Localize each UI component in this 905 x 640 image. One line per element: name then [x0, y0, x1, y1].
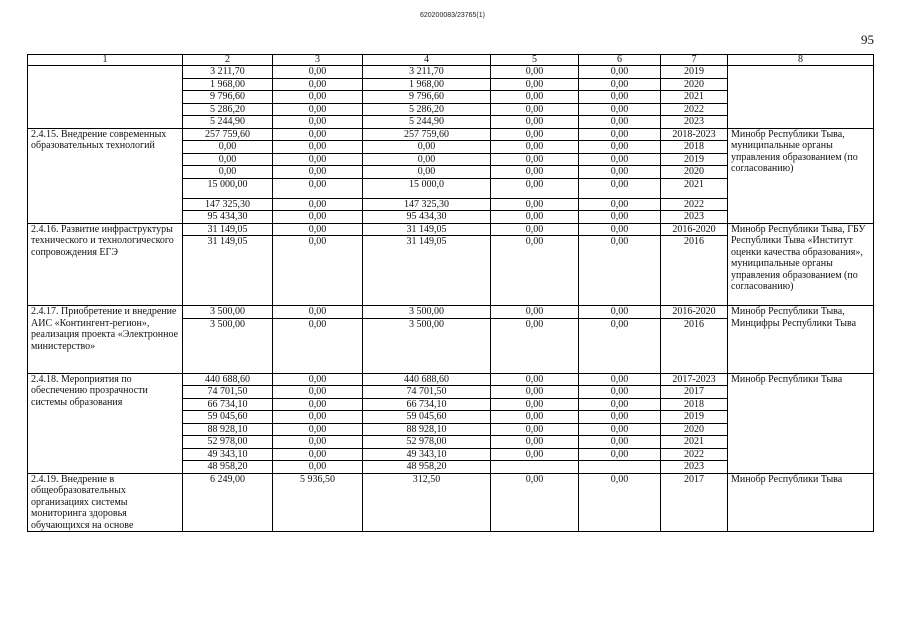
amount-cell: 0,00 [273, 423, 363, 436]
amount-cell: 0,00 [579, 223, 661, 236]
amount-cell: 0,00 [579, 473, 661, 532]
executor-cell: Минобр Республики Тыва [728, 373, 874, 473]
amount-cell: 0,00 [273, 141, 363, 154]
year-cell: 2023 [661, 211, 728, 224]
amount-cell: 0,00 [491, 91, 579, 104]
executor-cell: Минобр Республики Тыва, Минцифры Республики Тыва [728, 306, 874, 374]
amount-cell: 66 734,10 [363, 398, 491, 411]
amount-cell: 0,00 [491, 198, 579, 211]
year-cell: 2020 [661, 78, 728, 91]
amount-cell: 95 434,30 [363, 211, 491, 224]
amount-cell: 440 688,60 [363, 373, 491, 386]
amount-cell [579, 461, 661, 474]
amount-cell: 0,00 [273, 386, 363, 399]
amount-cell: 257 759,60 [183, 128, 273, 141]
amount-cell: 0,00 [273, 91, 363, 104]
amount-cell [491, 461, 579, 474]
amount-cell: 0,00 [579, 236, 661, 306]
year-cell: 2021 [661, 178, 728, 198]
page-number: 95 [861, 32, 874, 47]
amount-cell: 0,00 [579, 78, 661, 91]
amount-cell: 0,00 [491, 223, 579, 236]
amount-cell: 59 045,60 [363, 411, 491, 424]
amount-cell: 31 149,05 [363, 236, 491, 306]
amount-cell: 15 000,0 [363, 178, 491, 198]
amount-cell: 59 045,60 [183, 411, 273, 424]
year-cell: 2023 [661, 461, 728, 474]
amount-cell: 49 343,10 [183, 448, 273, 461]
amount-cell: 0,00 [579, 423, 661, 436]
amount-cell: 0,00 [273, 128, 363, 141]
amount-cell: 147 325,30 [183, 198, 273, 211]
amount-cell: 0,00 [363, 153, 491, 166]
year-cell: 2016-2020 [661, 306, 728, 319]
amount-cell: 0,00 [273, 306, 363, 319]
amount-cell: 0,00 [491, 128, 579, 141]
year-cell: 2019 [661, 153, 728, 166]
year-cell: 2016 [661, 236, 728, 306]
amount-cell: 31 149,05 [183, 236, 273, 306]
amount-cell: 0,00 [491, 211, 579, 224]
year-cell: 2022 [661, 103, 728, 116]
year-cell: 2016 [661, 318, 728, 373]
amount-cell: 5 286,20 [363, 103, 491, 116]
amount-cell: 0,00 [579, 91, 661, 104]
amount-cell: 0,00 [579, 211, 661, 224]
amount-cell: 31 149,05 [183, 223, 273, 236]
amount-cell: 0,00 [273, 398, 363, 411]
amount-cell: 0,00 [491, 178, 579, 198]
amount-cell: 49 343,10 [363, 448, 491, 461]
year-cell: 2021 [661, 91, 728, 104]
amount-cell: 0,00 [273, 411, 363, 424]
year-cell: 2020 [661, 166, 728, 179]
table-row [28, 66, 874, 79]
amount-cell: 0,00 [273, 66, 363, 79]
amount-cell: 0,00 [579, 436, 661, 449]
amount-cell: 0,00 [273, 198, 363, 211]
column-header: 7 [661, 55, 728, 66]
amount-cell: 0,00 [273, 78, 363, 91]
year-cell: 2022 [661, 198, 728, 211]
amount-cell: 0,00 [273, 116, 363, 129]
amount-cell: 0,00 [273, 211, 363, 224]
executor-cell-continued [728, 66, 874, 129]
amount-cell: 3 500,00 [183, 306, 273, 319]
amount-cell: 0,00 [579, 448, 661, 461]
amount-cell: 0,00 [579, 398, 661, 411]
amount-cell: 5 936,50 [273, 473, 363, 532]
document-id: 620200083/23765(1) [419, 12, 485, 19]
activity-name-cell: 2.4.19. Внедрение в общеобразовательных организациях системы мониторинга здоровья обучающихся на основе [28, 473, 183, 532]
amount-cell: 0,00 [273, 223, 363, 236]
activity-name-cell-continued [28, 66, 183, 129]
amount-cell: 0,00 [273, 448, 363, 461]
amount-cell: 0,00 [273, 436, 363, 449]
amount-cell: 5 286,20 [183, 103, 273, 116]
amount-cell: 0,00 [579, 318, 661, 373]
amount-cell: 9 796,60 [183, 91, 273, 104]
amount-cell: 0,00 [491, 116, 579, 129]
year-cell: 2018 [661, 398, 728, 411]
activity-name-cell: 2.4.18. Мероприятия по обеспечению прозрачности системы образования [28, 373, 183, 473]
amount-cell: 0,00 [273, 103, 363, 116]
amount-cell: 0,00 [183, 153, 273, 166]
amount-cell: 66 734,10 [183, 398, 273, 411]
table-row [28, 373, 874, 386]
amount-cell: 0,00 [363, 141, 491, 154]
column-header: 2 [183, 55, 273, 66]
amount-cell: 3 500,00 [183, 318, 273, 373]
amount-cell: 312,50 [363, 473, 491, 532]
amount-cell: 52 978,00 [363, 436, 491, 449]
year-cell: 2016-2020 [661, 223, 728, 236]
year-cell: 2018 [661, 141, 728, 154]
amount-cell: 48 958,20 [363, 461, 491, 474]
year-cell: 2019 [661, 66, 728, 79]
amount-cell: 440 688,60 [183, 373, 273, 386]
amount-cell: 0,00 [273, 236, 363, 306]
amount-cell: 0,00 [579, 306, 661, 319]
amount-cell: 0,00 [491, 423, 579, 436]
amount-cell: 0,00 [579, 178, 661, 198]
amount-cell: 0,00 [491, 78, 579, 91]
year-cell: 2018-2023 [661, 128, 728, 141]
amount-cell: 1 968,00 [183, 78, 273, 91]
amount-cell: 0,00 [579, 386, 661, 399]
activity-name-cell: 2.4.15. Внедрение современных образовательных технологий [28, 128, 183, 223]
year-cell: 2017-2023 [661, 373, 728, 386]
amount-cell: 5 244,90 [183, 116, 273, 129]
amount-cell: 0,00 [579, 166, 661, 179]
amount-cell: 0,00 [491, 436, 579, 449]
amount-cell: 0,00 [491, 411, 579, 424]
amount-cell: 0,00 [273, 178, 363, 198]
amount-cell: 3 211,70 [363, 66, 491, 79]
column-header: 8 [728, 55, 874, 66]
amount-cell: 0,00 [579, 373, 661, 386]
amount-cell: 0,00 [183, 141, 273, 154]
amount-cell: 1 968,00 [363, 78, 491, 91]
amount-cell: 95 434,30 [183, 211, 273, 224]
amount-cell: 31 149,05 [363, 223, 491, 236]
year-cell: 2021 [661, 436, 728, 449]
amount-cell: 3 211,70 [183, 66, 273, 79]
amount-cell: 0,00 [273, 166, 363, 179]
amount-cell: 0,00 [491, 153, 579, 166]
column-header: 5 [491, 55, 579, 66]
amount-cell: 15 000,00 [183, 178, 273, 198]
amount-cell: 0,00 [363, 166, 491, 179]
year-cell: 2017 [661, 473, 728, 532]
activity-name-cell: 2.4.16. Развитие инфраструктуры технического и технологического сопровождения ЕГЭ [28, 223, 183, 306]
table-row [28, 223, 874, 236]
amount-cell: 0,00 [579, 141, 661, 154]
table-row [28, 473, 874, 532]
amount-cell: 0,00 [273, 153, 363, 166]
amount-cell: 88 928,10 [183, 423, 273, 436]
table-row [28, 128, 874, 141]
amount-cell: 257 759,60 [363, 128, 491, 141]
amount-cell: 5 244,90 [363, 116, 491, 129]
amount-cell: 52 978,00 [183, 436, 273, 449]
year-cell: 2020 [661, 423, 728, 436]
column-header: 4 [363, 55, 491, 66]
amount-cell: 0,00 [579, 66, 661, 79]
amount-cell: 3 500,00 [363, 306, 491, 319]
year-cell: 2017 [661, 386, 728, 399]
table-row [28, 306, 874, 319]
executor-cell: Минобр Республики Тыва, муниципальные органы управления образованием (по согласованию) [728, 128, 874, 223]
column-header: 3 [273, 55, 363, 66]
amount-cell: 0,00 [491, 66, 579, 79]
table-body [28, 55, 874, 532]
amount-cell: 0,00 [183, 166, 273, 179]
amount-cell: 6 249,00 [183, 473, 273, 532]
amount-cell: 0,00 [491, 236, 579, 306]
column-header-row [28, 55, 874, 66]
amount-cell: 9 796,60 [363, 91, 491, 104]
amount-cell: 0,00 [491, 373, 579, 386]
executor-cell: Минобр Республики Тыва [728, 473, 874, 532]
column-header: 6 [579, 55, 661, 66]
amount-cell: 0,00 [491, 398, 579, 411]
amount-cell: 0,00 [491, 448, 579, 461]
executor-cell: Минобр Республики Тыва, ГБУ Республики Тыва «Институт оценки качества образования», муниципальные органы управления образованием (по согласованию) [728, 223, 874, 306]
amount-cell: 0,00 [273, 373, 363, 386]
amount-cell: 0,00 [491, 141, 579, 154]
amount-cell: 48 958,20 [183, 461, 273, 474]
year-cell: 2023 [661, 116, 728, 129]
budget-table [27, 54, 874, 532]
year-cell: 2019 [661, 411, 728, 424]
amount-cell: 0,00 [579, 153, 661, 166]
amount-cell: 147 325,30 [363, 198, 491, 211]
amount-cell: 74 701,50 [183, 386, 273, 399]
amount-cell: 0,00 [579, 103, 661, 116]
amount-cell: 74 701,50 [363, 386, 491, 399]
amount-cell: 0,00 [491, 318, 579, 373]
column-header: 1 [28, 55, 183, 66]
amount-cell: 3 500,00 [363, 318, 491, 373]
amount-cell: 0,00 [491, 473, 579, 532]
activity-name-cell: 2.4.17. Приобретение и внедрение АИС «Контингент-регион», реализация проекта «Электронное министерство» [28, 306, 183, 374]
amount-cell: 0,00 [273, 318, 363, 373]
amount-cell: 0,00 [579, 411, 661, 424]
amount-cell: 0,00 [491, 306, 579, 319]
amount-cell: 0,00 [579, 198, 661, 211]
amount-cell: 88 928,10 [363, 423, 491, 436]
year-cell: 2022 [661, 448, 728, 461]
amount-cell: 0,00 [491, 386, 579, 399]
amount-cell: 0,00 [579, 128, 661, 141]
amount-cell: 0,00 [273, 461, 363, 474]
amount-cell: 0,00 [579, 116, 661, 129]
amount-cell: 0,00 [491, 103, 579, 116]
amount-cell: 0,00 [491, 166, 579, 179]
